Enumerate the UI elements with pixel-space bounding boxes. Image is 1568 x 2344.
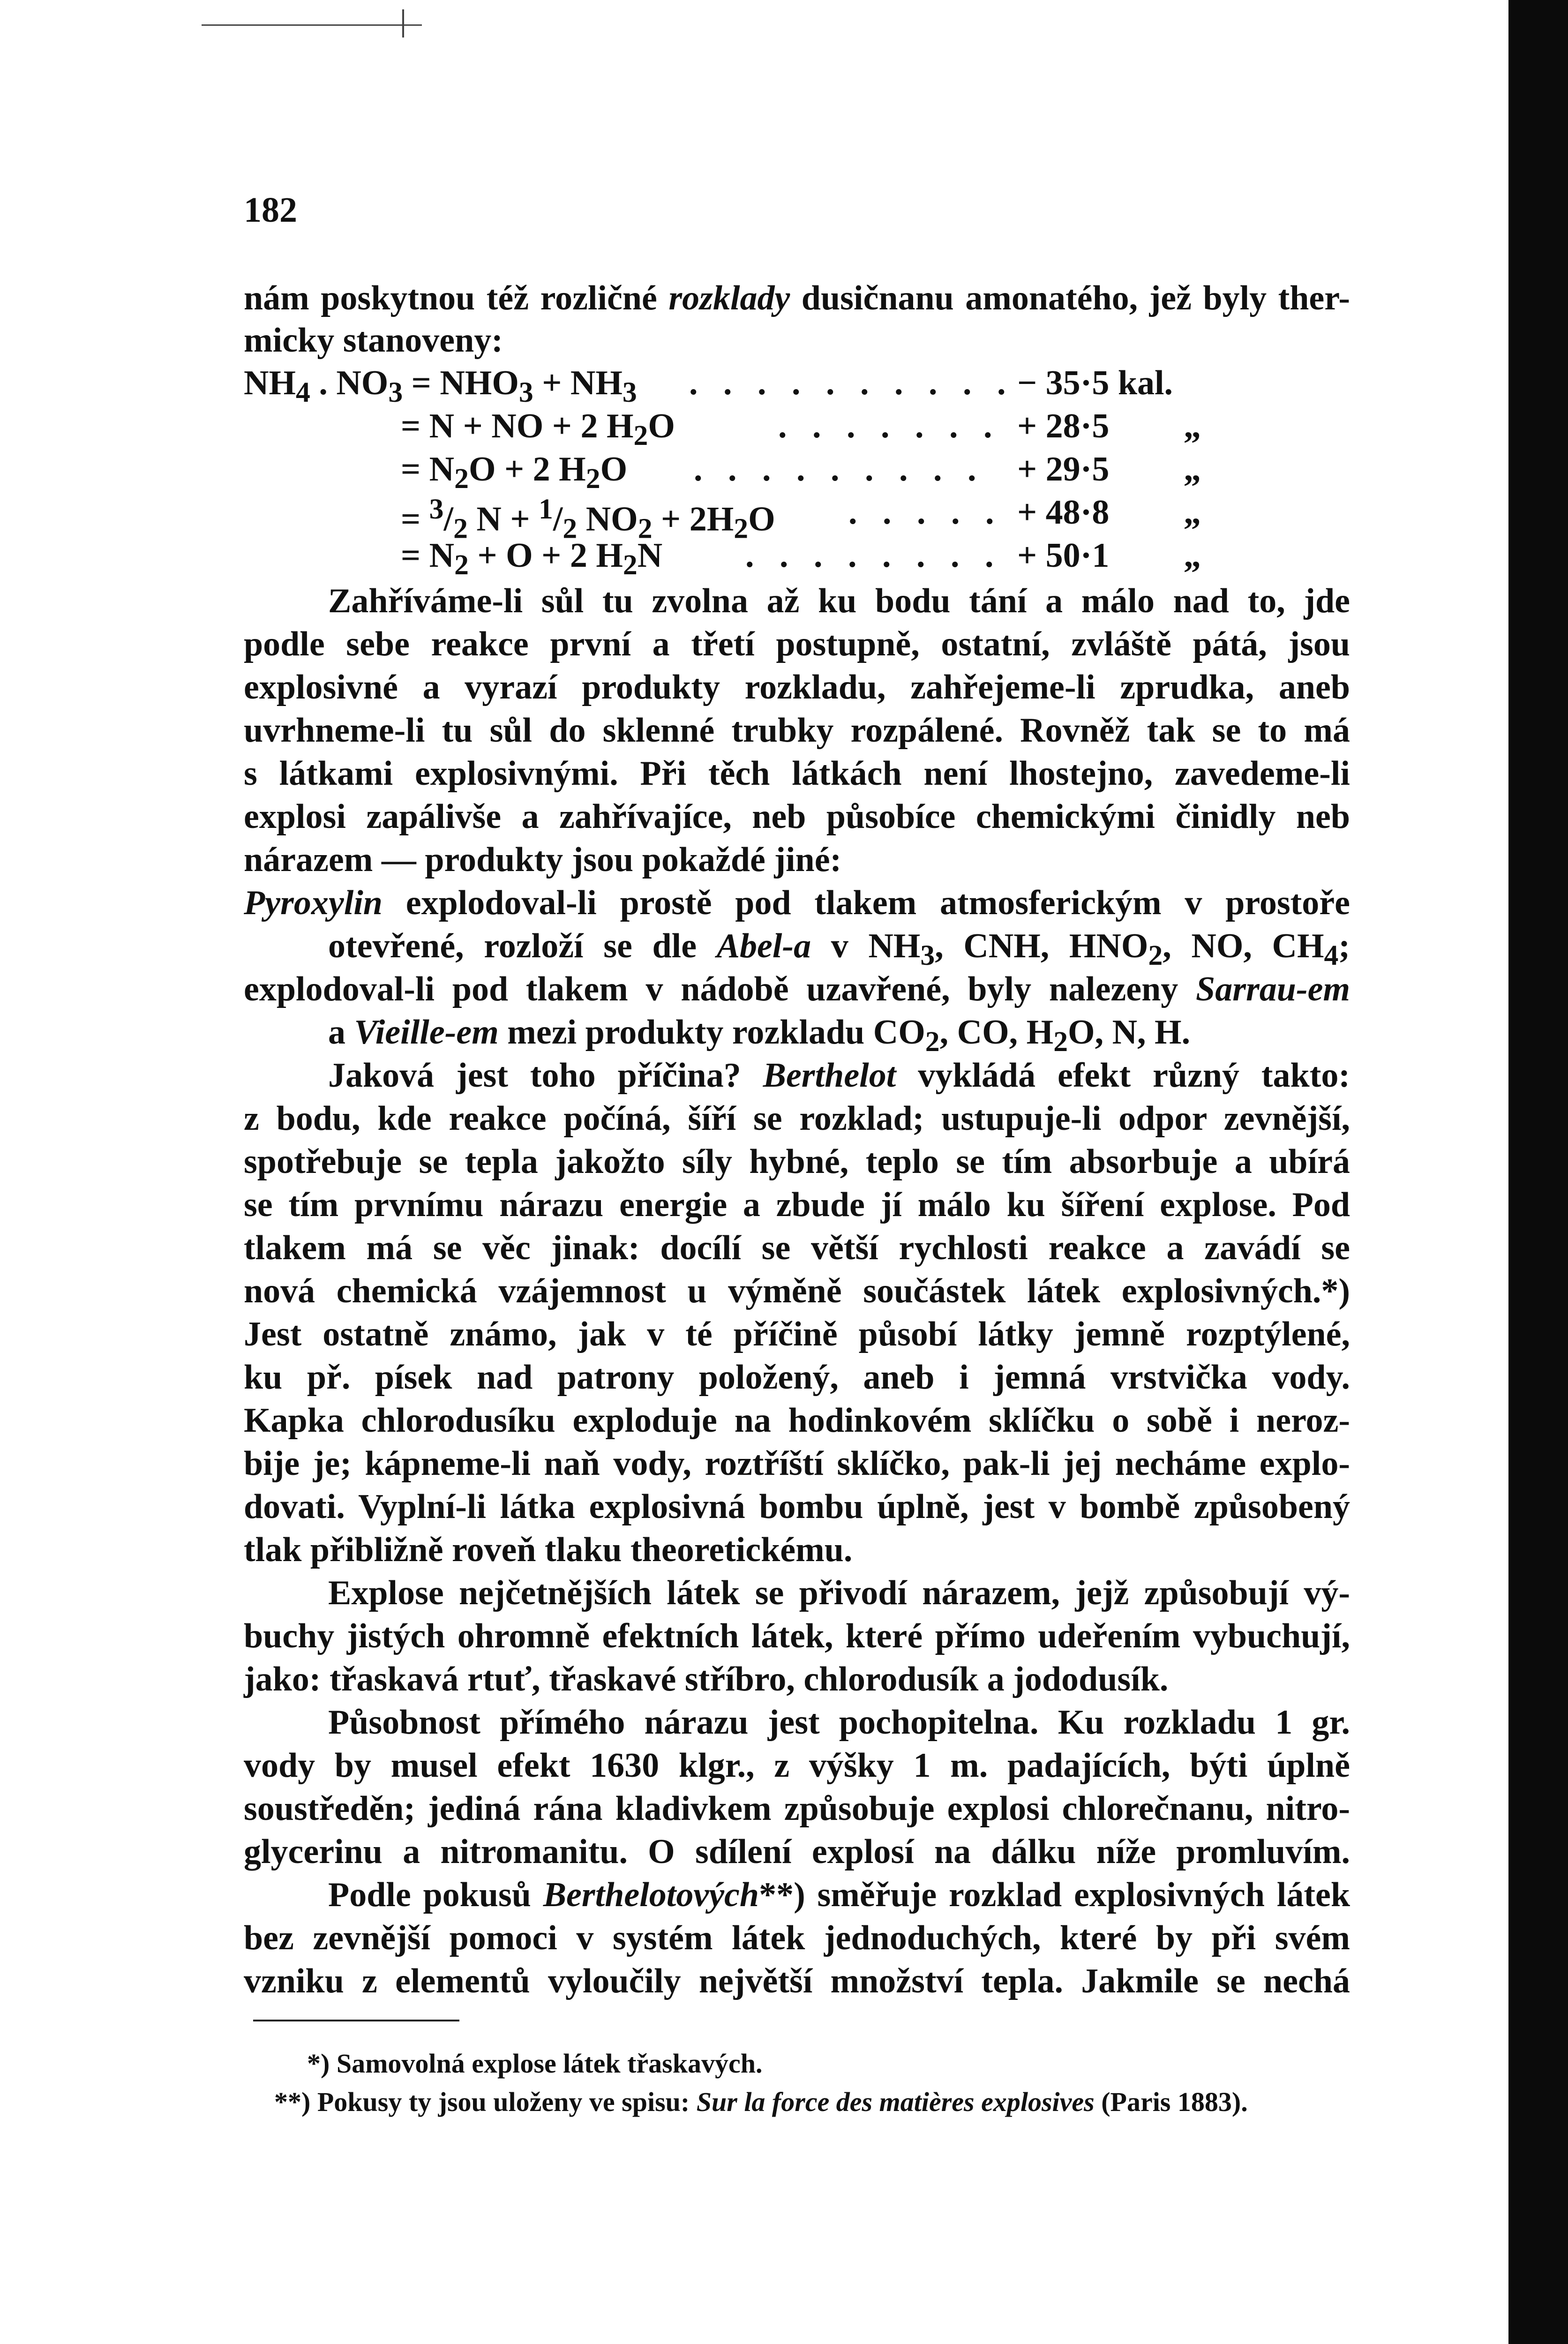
scan-mark [402,9,404,38]
footnote: **) Pokusy ty jsou uloženy ve spisu: Sur la force des matières explosives (Paris 1883). [274,2087,1248,2117]
text-line: bez zevnější pomoci v systém látek jednoduchých, které by při svém [244,1919,1350,1957]
text-line: micky stanoveny: [244,321,503,360]
equation-formula: = $N_2O + 2$ $H_2O$ [401,450,628,495]
equation-value: + 29·5 [1017,450,1110,488]
text-line: vody by musel efekt 1630 klgr., z výšky 1 m. padajících, býti úplně [244,1746,1350,1785]
text-line: podle sebe reakce první a třetí postupně, ostatní, zvláště pátá, jsou [244,625,1350,663]
text-line: spotřebuje se tepla jakožto síly hybné, teplo se tím absorbuje a ubírá [244,1142,1350,1181]
text-line: vzniku z elementů vyloučily největší množství tepla. Jakmile se nechá [244,1962,1350,2000]
ditto-mark: „ [1184,536,1201,575]
text-line: explosivné a vyrazí produkty rozkladu, zahřejeme-li zprudka, aneb [244,668,1350,706]
equation-formula: = N + NO + 2 $H_2O$ [401,407,675,451]
text-line: explodoval-li pod tlakem v nádobě uzavřené, byly nalezeny Sarrau-em [244,970,1350,1008]
text-line: Působnost přímého nárazu jest pochopitelna. Ku rozkladu 1 gr. [328,1703,1350,1742]
text-line: glycerinu a nitromanitu. O sdílení explosí na dálku níže promluvím. [244,1833,1350,1871]
page-number: 182 [244,190,297,230]
text-line: Jaková jest toho příčina? Berthelot vykládá efekt různý takto: [328,1056,1350,1095]
equation-formula: = $^3/_2$ $N + ^1/_2$ $NO_2 + 2H_2O$ [401,493,775,545]
text-line: Podle pokusů Berthelotových**) směřuje rozklad explosivných látek [328,1876,1350,1914]
leader-dots: . . . . . . . . [745,536,1002,575]
scan-mark [202,24,422,26]
ditto-mark: „ [1184,407,1201,445]
text-line: Jest ostatně známo, jak v té příčině působí látky jemně rozptýlené, [244,1315,1350,1353]
text-line: a Vieille-em mezi produkty rozkladu $CO_2$, CO, $H_2O$, N, H. [328,1013,1191,1058]
text-line: nárazem — produkty jsou pokaždé jiné: [244,841,842,879]
text-line: dovati. Vyplní-li látka explosivná bombu úplně, jest v bombě způsobený [244,1488,1350,1526]
text-line: Kapka chlorodusíku exploduje na hodinkovém sklíčku o sobě i neroz- [244,1401,1350,1440]
footnote-rule [253,2020,459,2021]
leader-dots: . . . . . [848,493,1003,532]
text-line: otevřené, rozloží se dle Abel-a v $NH_3$, CNH, $HNO_2$, NO, $CH_4$; [328,927,1350,971]
text-line: tlakem má se věc jinak: docílí se větší rychlosti reakce a zavádí se [244,1229,1350,1267]
text-line: tlak přibližně roveň tlaku theoretickému. [244,1531,853,1569]
text-line: bije je; kápneme-li naň vody, roztříští sklíčko, pak-li jej necháme explo- [244,1444,1350,1483]
leader-dots: . . . . . . . [778,407,1001,445]
text-line: Pyroxylin explodoval-li prostě pod tlakem atmosferickým v prostoře [244,884,1350,922]
text-line: s látkami explosivnými. Při těch látkách není lhostejno, zavedeme-li [244,754,1350,793]
equation-formula: $NH_4$ . $NO_3 = NHO_3 + NH_3$ [244,364,637,408]
equation-formula: = $N_2 + O + 2$ $H_2N$ [401,536,663,581]
equation-value: + 50·1 [1017,536,1110,575]
ditto-mark: „ [1184,450,1201,488]
text-line: jako: třaskavá rtuť, třaskavé stříbro, chlorodusík a jododusík. [244,1660,1169,1698]
text-line: z bodu, kde reakce počíná, šíří se rozklad; ustupuje-li odpor zevnější, [244,1099,1350,1138]
equation-value: + 28·5 [1017,407,1110,445]
ditto-mark: „ [1184,493,1201,532]
leader-dots: . . . . . . . . . . [689,364,1014,402]
text-line: Zahříváme-li sůl tu zvolna až ku bodu tání a málo nad to, jde [328,582,1350,620]
equation-value: − 35·5 kal. [1017,364,1173,402]
text-line: Explose nejčetnějších látek se přivodí nárazem, jejž způsobují vý- [328,1574,1350,1612]
text-line: se tím prvnímu nárazu energie a zbude jí málo ku šíření explose. Pod [244,1186,1350,1224]
text-line: uvrhneme-li tu sůl do sklenné trubky rozpálené. Rovněž tak se to má [244,711,1350,750]
scan-edge [1508,0,1568,2344]
footnote: *) Samovolná explose látek třaskavých. [307,2048,763,2079]
text-line: nová chemická vzájemnost u výměně součástek látek explosivných.*) [244,1272,1350,1310]
text-line: explosi zapálivše a zahřívajíce, neb působíce chemickými činidly neb [244,797,1350,836]
text-line: nám poskytnou též rozličné rozklady dusičnanu amonatého, jež byly ther- [244,279,1350,317]
equation-value: + 48·8 [1017,493,1110,532]
text-line: soustředěn; jediná rána kladivkem způsobuje explosi chlorečnanu, nitro- [244,1789,1350,1828]
leader-dots: . . . . . . . . . [694,450,985,488]
text-line: buchy jistých ohromně efektních látek, které přímo udeřením vybuchují, [244,1617,1350,1655]
text-line: ku př. písek nad patrony položený, aneb i jemná vrstvička vody. [244,1358,1350,1397]
